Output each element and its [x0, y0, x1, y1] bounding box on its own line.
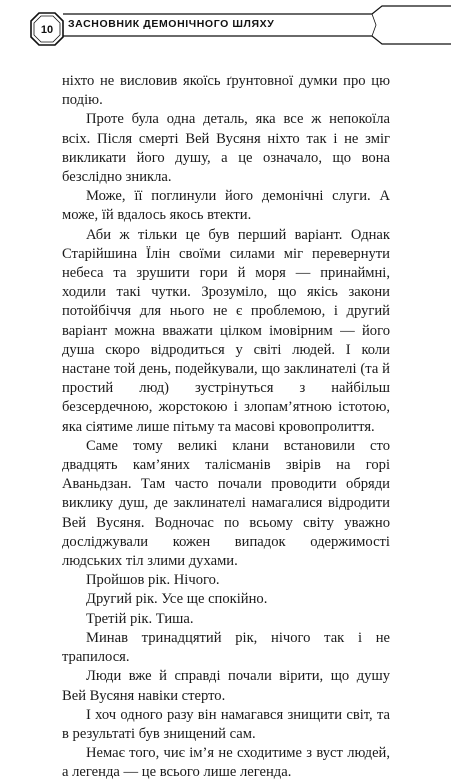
- paragraph: І хоч одного разу він намагався знищити світ, та в результаті був знищений сам.: [62, 706, 390, 742]
- paragraph: Третій рік. Тиша.: [86, 610, 194, 627]
- paragraph: Аби ж тільки це був перший варіант. Однак Старійшина Їлін своїми силами міг перевернути небеса та зрушити гори й моря — принаймні, ходили такі чутки. Зрозуміло, що якісь закони потойбіччя для нього не є проблемою, і другий варіант можна вважати цілком імовірним — його душа скоро відродиться у світі людей. І коли настане той день, подейкували, що заклинателі (та й простий люд) зустрінуться з найбільш безсердечною, жорстокою і злопам’ятною істотою, яка сіятиме лише пітьму та масові кровопролиття.: [62, 226, 390, 435]
- paragraph: Другий рік. Усе ще спокійно.: [86, 591, 268, 608]
- paragraph: ніхто не висловив якоїсь ґрунтовної думки про цю подію.: [62, 73, 390, 109]
- paragraph: Пройшов рік. Нічого.: [86, 572, 220, 589]
- body-text: [62, 72, 390, 783]
- paragraph: Проте була одна деталь, яка все ж непокоїла всіх. Після смерті Вей Вусяня ніхто так і не зміг викликати його душу, а це означало, що вона безслідно зникла.: [62, 111, 390, 186]
- paragraph: Люди вже й справді почали вірити, що душу Вей Вусяня навіки стерто.: [62, 668, 390, 704]
- paragraph: Минав тринадцятий рік, нічого так і не трапилося.: [62, 629, 390, 666]
- paragraph: Немає того, чиє ім’я не сходитиме з вуст людей, а легенда — це всього лише легенда.: [62, 745, 390, 781]
- running-title: ЗАСНОВНИК ДЕМОНІЧНОГО ШЛЯХУ: [68, 18, 275, 30]
- paragraph: Саме тому великі клани встановили сто двадцять кам’яних талісманів звірів на горі Аваньдзан. Там часто почали проводити обряди виклику душ, де заклинателі намагалися відродити Вей Вусяня. Водночас по всьому світу уважно досліджували кожен випадок одержимості людських тіл злими духами.: [62, 437, 390, 570]
- paragraph: Може, її поглинули його демонічні слуги. А може, їй вдалось якось втекти.: [62, 188, 390, 224]
- page-header: [0, 0, 451, 60]
- header-frame-ornament: [0, 0, 451, 60]
- page-number: 10: [40, 24, 54, 36]
